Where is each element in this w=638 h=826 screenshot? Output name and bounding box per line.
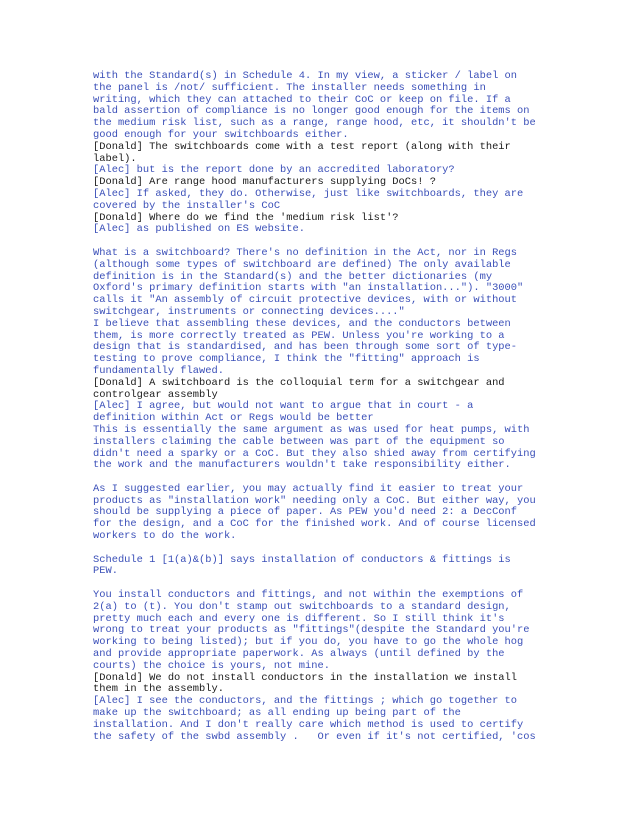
- text-line-alec: This is essentially the same argument as was used for heat pumps, with: [93, 423, 530, 436]
- text-line-alec: calls it "An assembly of circuit protective devices, with or without: [93, 294, 518, 307]
- text-line-alec: Oxford's primary definition starts with "an installation..."). "3000": [93, 282, 524, 295]
- text-line-alec: [Alec] as published on ES website.: [93, 223, 306, 236]
- text-line-alec: (although some types of switchboard are defined) The only available: [93, 258, 511, 271]
- text-line-alec: [Alec] I see the conductors, and the fittings ; which go together to: [93, 695, 518, 708]
- text-line-alec: installers claiming the cable between was part of the equipment so: [93, 435, 505, 448]
- text-line-alec: products as "installation work" needing only a CoC. But either way, you: [93, 494, 536, 507]
- text-line-alec: [Alec] but is the report done by an accredited laboratory?: [93, 164, 455, 177]
- text-line-alec: writing, which they can attached to their CoC or keep on file. If a: [93, 93, 511, 106]
- text-line-alec: definition within Act or Regs would be better: [93, 412, 374, 425]
- text-line-alec: testing to prove compliance, I think the "fitting" approach is: [93, 353, 480, 366]
- text-line-alec: them, is more correctly treated as PEW. Unless you're working to a: [93, 329, 505, 342]
- text-line-alec: [Alec] If asked, they do. Otherwise, just like switchboards, they are: [93, 187, 524, 200]
- text-line-alec: workers to do the work.: [93, 530, 237, 543]
- text-line-alec: definition is in the Standard(s) and the better dictionaries (my: [93, 270, 493, 283]
- text-line-alec: for the design, and a CoC for the finished work. And of course licensed: [93, 518, 536, 531]
- text-line-alec: the work and the manufacturers wouldn't take responsibility either.: [93, 459, 511, 472]
- text-line-alec: installation. And I don't really care which method is used to certify: [93, 718, 524, 731]
- text-line-alec: 2(a) to (t). You don't stamp out switchboards to a standard design,: [93, 600, 511, 613]
- paragraph-gap: [93, 543, 613, 555]
- text-line-alec: the medium risk list, such as a range, range hood, etc, it shouldn't be: [93, 117, 536, 130]
- text-line-donald: controlgear assembly: [93, 388, 218, 401]
- text-line-alec: make up the switchboard; as all ending up being part of the: [93, 707, 461, 720]
- text-line-alec: pretty much each and every one is different. So I still think it's: [93, 612, 505, 625]
- text-line-donald: label).: [93, 152, 137, 165]
- text-line-donald: [Donald] A switchboard is the colloquial term for a switchgear and: [93, 376, 505, 389]
- text-line-alec: bald assertion of compliance is no longer good enough for the items on: [93, 105, 530, 118]
- text-line-alec: PEW.: [93, 565, 118, 578]
- text-line-alec: working to being listed); but if you do, you have to go the whole hog: [93, 636, 524, 649]
- text-line-alec: Schedule 1 [1(a)&(b)] says installation of conductors & fittings is: [93, 553, 511, 566]
- text-line-donald: [Donald] Are range hood manufacturers supplying DoCs! ?: [93, 176, 436, 189]
- text-line-alec: fundamentally flawed.: [93, 364, 224, 377]
- text-line-alec: with the Standard(s) in Schedule 4. In my view, a sticker / label on: [93, 70, 518, 82]
- text-line-alec: design that is standardised, and has been through some sort of type-: [93, 341, 518, 354]
- text-line-donald: them in the assembly.: [93, 683, 224, 696]
- text-line-donald: [Donald] Where do we find the 'medium risk list'?: [93, 211, 399, 224]
- text-line-alec: the safety of the swbd assembly . Or even if it's not certified, 'cos: [93, 730, 536, 743]
- text-line-alec: As I suggested earlier, you may actually find it easier to treat your: [93, 482, 524, 495]
- text-line-alec: and provide appropriate paperwork. As always (until defined by the: [93, 648, 505, 661]
- document-body: [93, 71, 613, 743]
- text-line-alec: didn't need a sparky or a CoC. But they also shied away from certifying: [93, 447, 536, 460]
- text-line-donald: [Donald] The switchboards come with a test report (along with their: [93, 140, 511, 153]
- text-line-alec: switchgear, instruments or connecting devices....": [93, 305, 405, 318]
- text-line-alec: wrong to treat your products as "fittings"(despite the Standard you're: [93, 624, 530, 637]
- text-line-alec: [Alec] I agree, but would not want to argue that in court - a: [93, 400, 474, 413]
- text-line-alec: I believe that assembling these devices, and the conductors between: [93, 317, 511, 330]
- text-line-alec: the panel is /not/ sufficient. The installer needs something in: [93, 81, 486, 94]
- text-line-alec: What is a switchboard? There's no definition in the Act, nor in Regs: [93, 246, 518, 259]
- text-line-alec: should be supplying a piece of paper. As PEW you'd need 2: a DecConf: [93, 506, 518, 519]
- text-line-alec: covered by the installer's CoC: [93, 199, 281, 212]
- text-line-alec: You install conductors and fittings, and not within the exemptions of: [93, 589, 524, 602]
- text-line-alec: good enough for your switchboards either.: [93, 128, 349, 141]
- text-line-alec: courts) the choice is yours, not mine.: [93, 659, 330, 672]
- text-line-donald: [Donald] We do not install conductors in the installation we install: [93, 671, 518, 684]
